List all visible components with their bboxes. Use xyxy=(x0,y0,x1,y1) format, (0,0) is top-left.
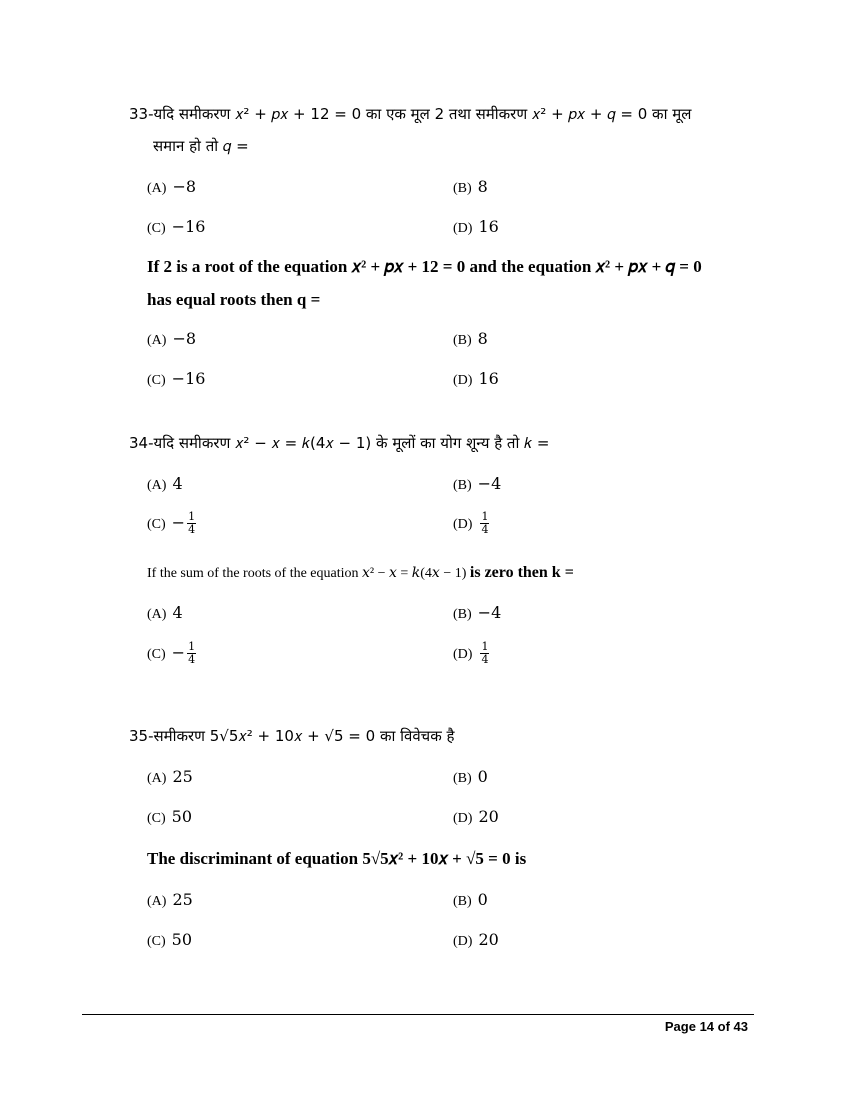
fraction: $\frac{1}{4}$ xyxy=(481,640,489,666)
q35-en-option-b: (B) 0 xyxy=(453,890,488,909)
q33-en-option-c: (C) −16 xyxy=(147,369,206,388)
q35-en-option-d: (D) 20 xyxy=(453,930,499,949)
q34-hi-option-d: (D) $\frac{1}{4}$ xyxy=(453,510,489,536)
q34-hi-option-a: (A) 4 xyxy=(147,474,183,493)
q35-en-option-a: (A) 25 xyxy=(147,890,193,909)
q33-en-option-b: (B) 8 xyxy=(453,329,488,348)
q35-hindi-line1: 35-समीकरण 5√5𝑥² + 10𝑥 + √5 = 0 का विवेचक है xyxy=(129,727,455,745)
q34-english-line1: If the sum of the roots of the equation 𝑥² − 𝑥 = 𝑘(4𝑥 − 1) is zero then k = xyxy=(147,564,574,581)
q33-hindi-line1: 33-यदि समीकरण 𝑥² + 𝑝𝑥 + 12 = 0 का एक मूल 2 तथा समीकरण 𝑥² + 𝑝𝑥 + 𝑞 = 0 का मूल xyxy=(129,105,692,123)
q34-en-option-d: (D) $\frac{1}{4}$ xyxy=(453,640,489,666)
fraction: $\frac{1}{4}$ xyxy=(481,510,489,536)
q34-en-option-a: (A) 4 xyxy=(147,603,183,622)
q34-en-option-b: (B) −4 xyxy=(453,603,502,622)
q33-hi-option-b: (B) 8 xyxy=(453,177,488,196)
q33-english-line2: has equal roots then q = xyxy=(147,290,321,309)
fraction: $\frac{1}{4}$ xyxy=(188,510,196,536)
q35-hi-option-a: (A) 25 xyxy=(147,767,193,786)
q34-hi-option-b: (B) −4 xyxy=(453,474,502,493)
q35-hi-option-b: (B) 0 xyxy=(453,767,488,786)
q35-hi-option-c: (C) 50 xyxy=(147,807,193,826)
footer-divider xyxy=(82,1014,754,1015)
q33-hi-option-a: (A) −8 xyxy=(147,177,197,196)
q35-en-option-c: (C) 50 xyxy=(147,930,193,949)
q35-english-line1: The discriminant of equation 5√5𝑥² + 10𝑥 + √5 = 0 is xyxy=(147,849,527,868)
q34-en-option-c: (C) − $\frac{1}{4}$ xyxy=(147,640,196,666)
q34-hindi-line1: 34-यदि समीकरण 𝑥² − 𝑥 = 𝑘(4𝑥 − 1) के मूलों का योग शून्य है तो 𝑘 = xyxy=(129,434,550,452)
q33-hi-option-c: (C) −16 xyxy=(147,217,206,236)
q33-en-option-d: (D) 16 xyxy=(453,369,499,388)
fraction: $\frac{1}{4}$ xyxy=(188,640,196,666)
q33-hi-option-d: (D) 16 xyxy=(453,217,499,236)
q33-english-line1: If 2 is a root of the equation 𝑥² + 𝑝𝑥 + 12 = 0 and the equation 𝑥² + 𝑝𝑥 + 𝑞 = 0 xyxy=(147,257,702,276)
q33-hindi-line2: समान हो तो 𝑞 = xyxy=(153,137,249,155)
page-number: Page 14 of 43 xyxy=(664,1019,748,1034)
q35-hi-option-d: (D) 20 xyxy=(453,807,499,826)
q33-en-option-a: (A) −8 xyxy=(147,329,197,348)
q34-hi-option-c: (C) − $\frac{1}{4}$ xyxy=(147,510,196,536)
